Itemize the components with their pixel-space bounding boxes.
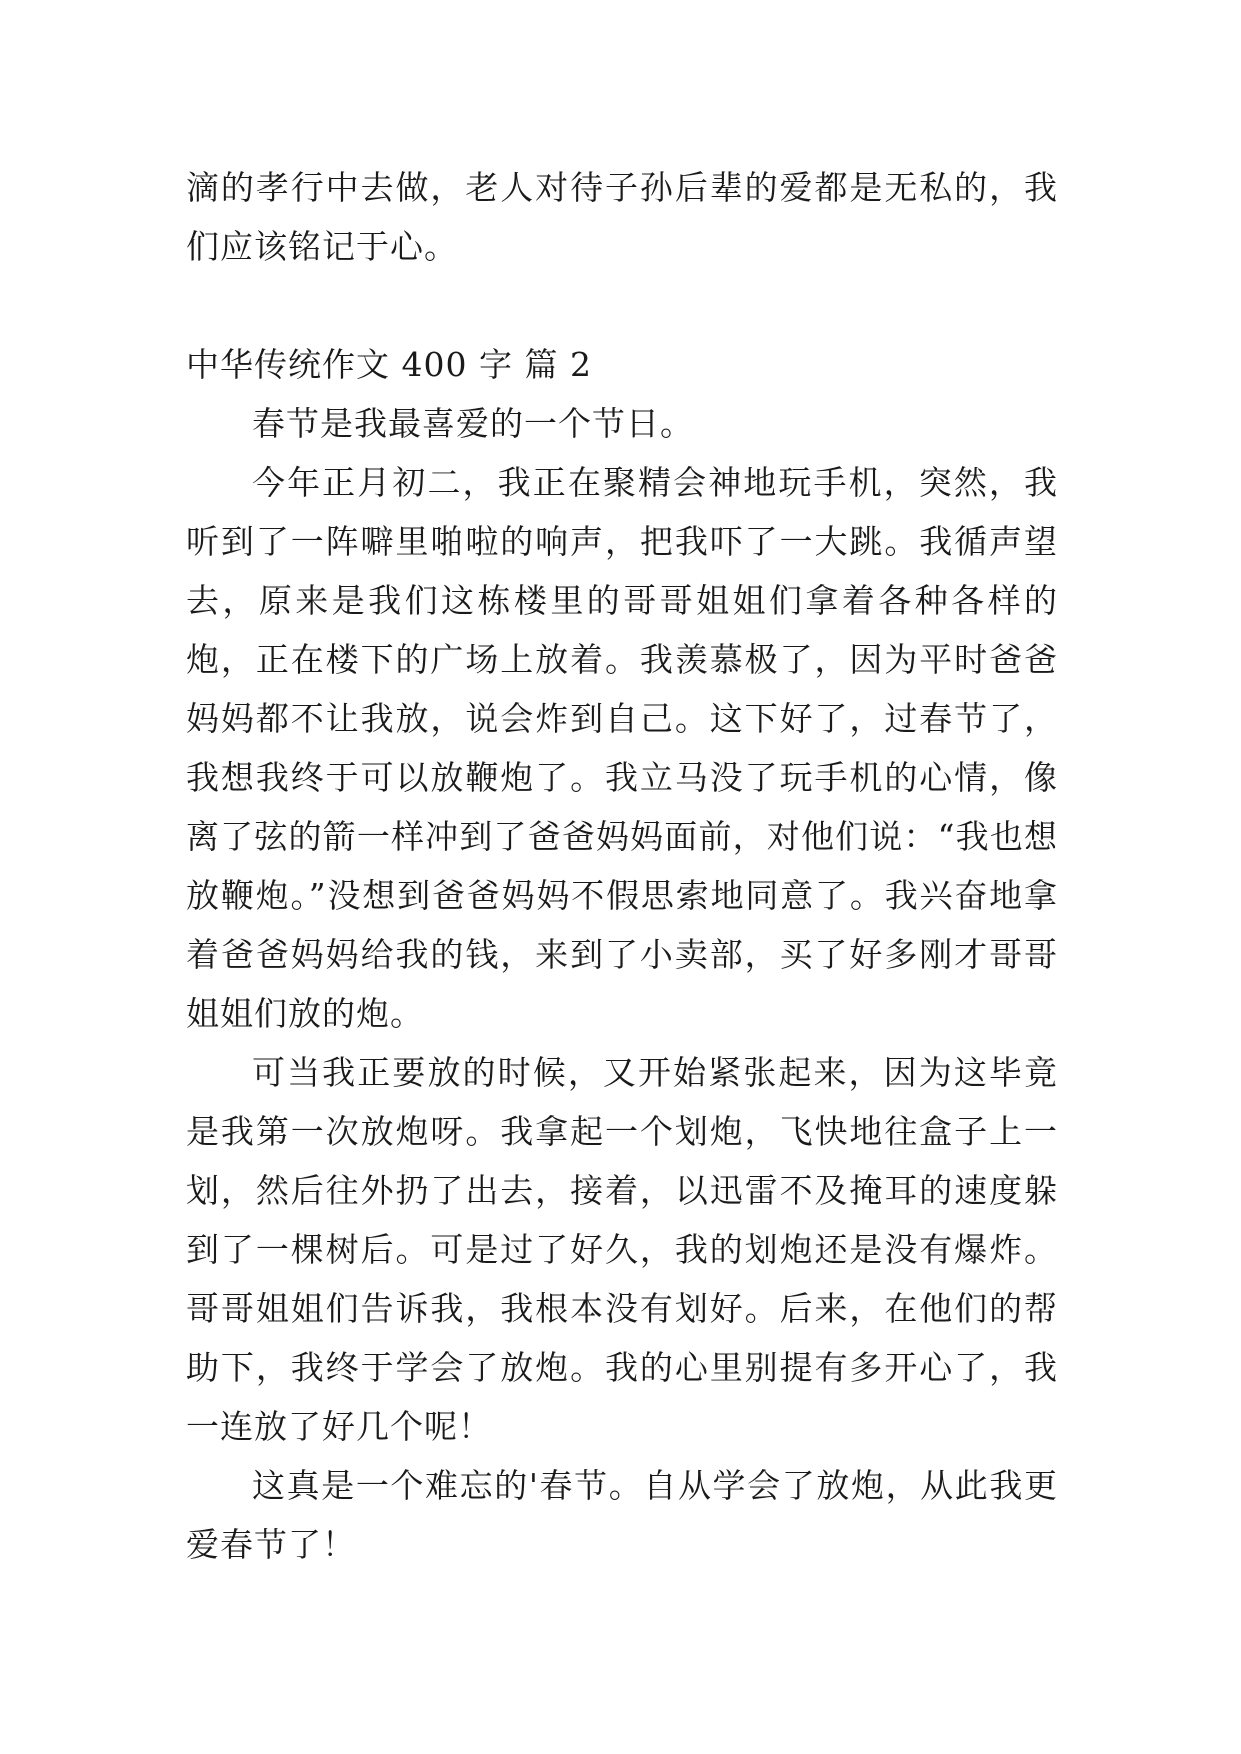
continued-paragraph: 滴的孝行中去做，老人对待子孙后辈的爱都是无私的，我们应该铭记于心。: [186, 168, 1058, 266]
paragraph-2: 今年正月初二，我正在聚精会神地玩手机，突然，我听到了一阵噼里啪啦的响声，把我吓了一大跳。我循声望去，原来是我们这栋楼里的哥哥姐姐们拿着各种各样的炮，正在楼下的广场上放着。我羡慕极了，因为平时爸爸妈妈都不让我放，说会炸到自己。这下好了，过春节了，我想我终于可以放鞭炮了。我立马没了玩手机的心情，像离了弦的箭一样冲到了爸爸妈妈面前，对他们说：“我也想放鞭炮。”没想到爸爸妈妈不假思索地同意了。我兴奋地拿着爸爸妈妈给我的钱，来到了小卖部，买了好多刚才哥哥姐姐们放的炮。: [186, 463, 1058, 1033]
paragraph-spacer: [186, 276, 1058, 335]
paragraph-1: 春节是我最喜爱的一个节日。: [252, 404, 694, 443]
paragraph-4: 这真是一个难忘的'春节。自从学会了放炮，从此我更爱春节了！: [186, 1466, 1058, 1564]
section-heading: 中华传统作文 400 字 篇 2: [186, 345, 592, 384]
paragraph-3: 可当我正要放的时候，又开始紧张起来，因为这毕竟是我第一次放炮呀。我拿起一个划炮，飞快地往盒子上一划，然后往外扔了出去，接着，以迅雷不及掩耳的速度躲到了一棵树后。可是过了好久，我的划炮还是没有爆炸。哥哥姐姐们告诉我，我根本没有划好。后来，在他们的帮助下，我终于学会了放炮。我的心里别提有多开心了，我一连放了好几个呢！: [186, 1053, 1058, 1446]
document-body: [186, 158, 1058, 1574]
